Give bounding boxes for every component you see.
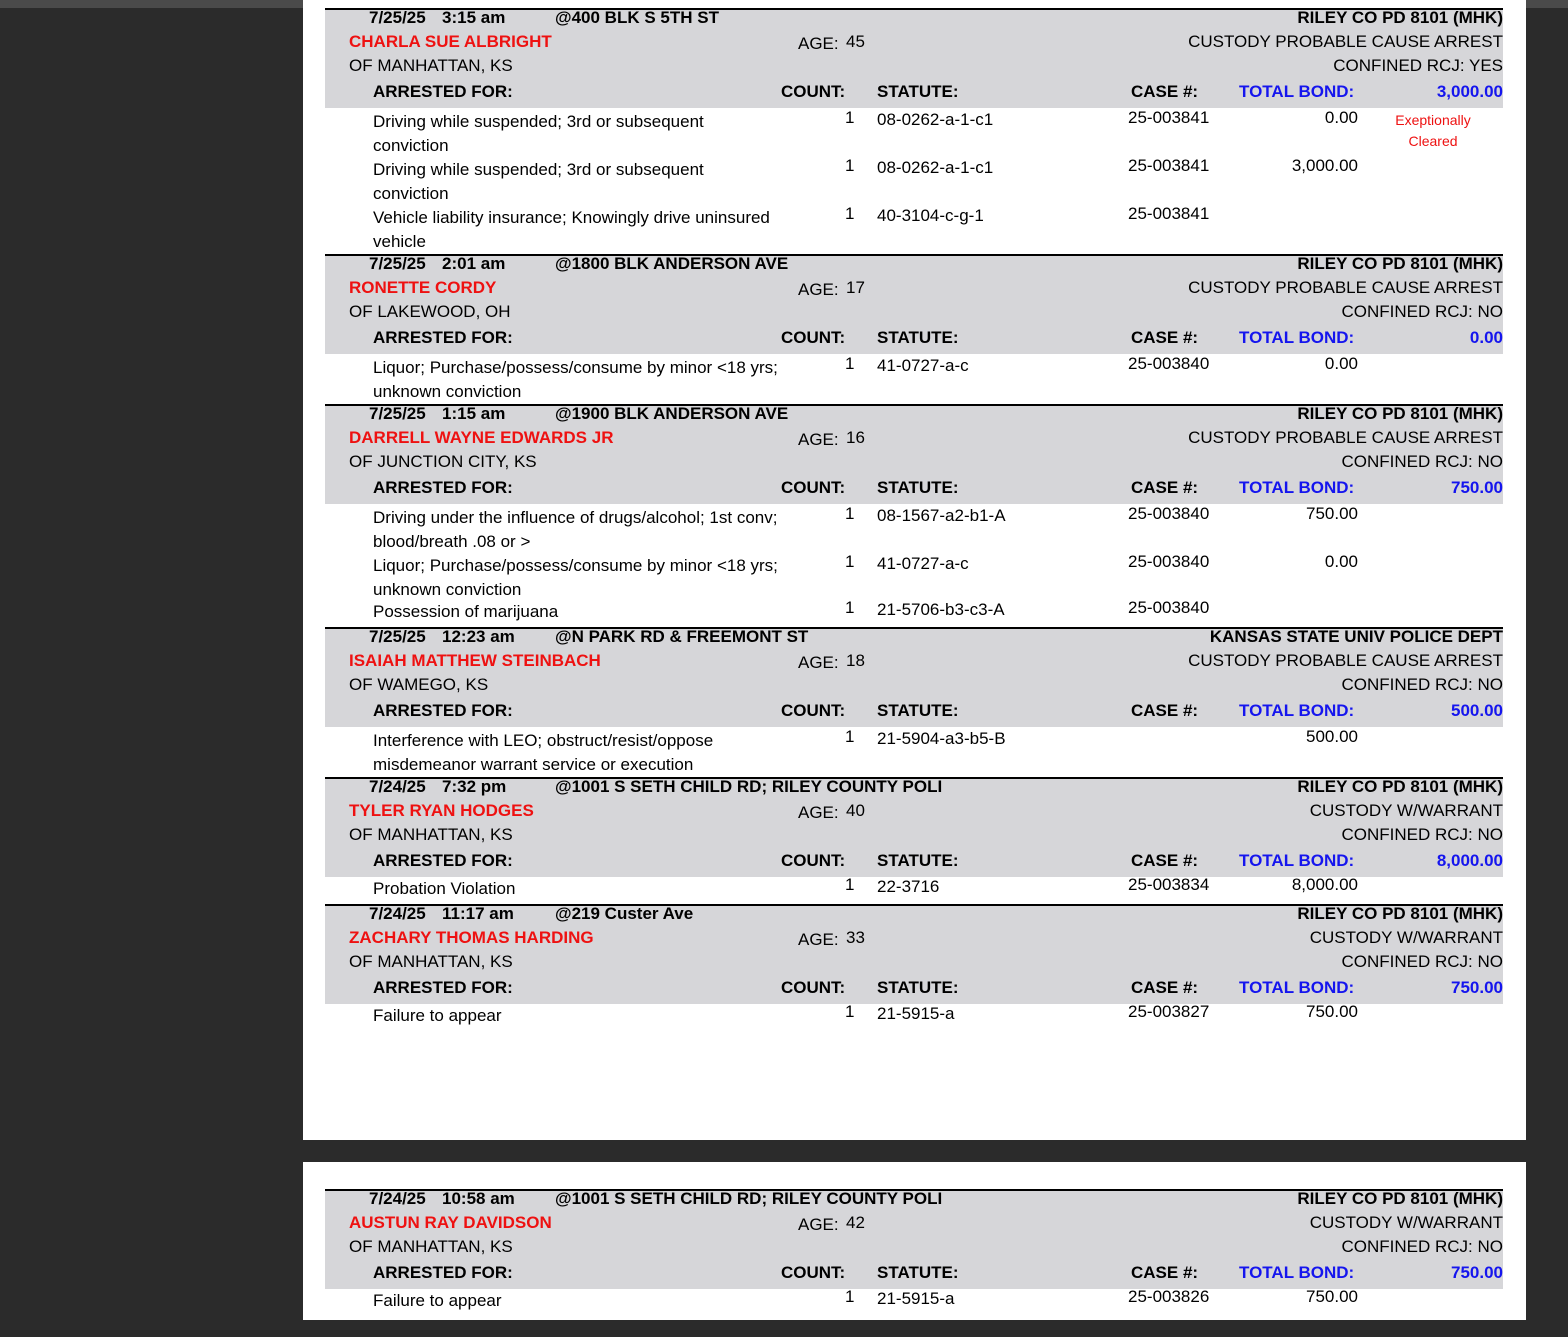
- charge-description: Driving while suspended; 3rd or subsequent conviction: [373, 112, 704, 155]
- record-header: [325, 777, 1503, 877]
- age-label: AGE:: [798, 653, 839, 672]
- arrested-for-label: ARRESTED FOR:: [373, 328, 513, 347]
- custody-type: CUSTODY PROBABLE CAUSE ARREST: [1188, 651, 1503, 670]
- arrest-date: 7/25/25: [369, 254, 426, 273]
- charge-row: [325, 729, 1503, 777]
- charge-description: Interference with LEO; obstruct/resist/oppose misdemeanor warrant service or execution: [373, 731, 714, 774]
- count-label: COUNT:: [781, 82, 846, 101]
- custody-type: CUSTODY PROBABLE CAUSE ARREST: [1188, 32, 1503, 51]
- residence-city: OF MANHATTAN, KS: [349, 825, 513, 844]
- charge-bond: 750.00: [1306, 1287, 1358, 1306]
- arresting-agency: RILEY CO PD 8101 (MHK): [1297, 254, 1503, 273]
- charge-bond: 750.00: [1306, 1002, 1358, 1021]
- charge-statute: 21-5706-b3-c3-A: [877, 600, 1005, 619]
- total-bond-label: TOTAL BOND:: [1239, 328, 1355, 347]
- arrest-date: 7/24/25: [369, 1189, 426, 1208]
- arrest-time: 10:58 am: [442, 1189, 515, 1208]
- charge-note: Exeptionally Cleared: [1395, 112, 1471, 149]
- arresting-agency: RILEY CO PD 8101 (MHK): [1297, 8, 1503, 27]
- total-bond-value: 8,000.00: [1436, 851, 1503, 870]
- charge-statute: 21-5904-a3-b5-B: [877, 729, 1006, 748]
- charge-bond: 500.00: [1306, 727, 1358, 746]
- charge-row: [325, 110, 1503, 158]
- charge-case-number: 25-003834: [1128, 875, 1210, 894]
- charge-description: Failure to appear: [373, 1291, 502, 1310]
- arrested-for-label: ARRESTED FOR:: [373, 1263, 513, 1282]
- arrest-location: @219 Custer Ave: [555, 904, 694, 923]
- charge-statute: 08-0262-a-1-c1: [877, 158, 994, 177]
- charge-row: [325, 1004, 1503, 1052]
- charge-case-number: 25-003840: [1128, 598, 1210, 617]
- custody-type: CUSTODY W/WARRANT: [1309, 928, 1503, 947]
- custody-type: CUSTODY PROBABLE CAUSE ARREST: [1188, 428, 1503, 447]
- arrested-for-label: ARRESTED FOR:: [373, 82, 513, 101]
- record-header: [325, 1189, 1503, 1289]
- arrest-location: @N PARK RD & FREEMONT ST: [555, 627, 809, 646]
- statute-label: STATUTE:: [877, 851, 959, 870]
- total-bond-label: TOTAL BOND:: [1239, 851, 1355, 870]
- charge-count: 1: [845, 156, 855, 175]
- charge-bond: 750.00: [1306, 504, 1358, 523]
- age-value: 45: [846, 32, 865, 51]
- residence-city: OF LAKEWOOD, OH: [349, 302, 511, 321]
- charge-description: Probation Violation: [373, 879, 516, 898]
- charge-count: 1: [845, 552, 855, 571]
- arrest-time: 12:23 am: [442, 627, 515, 646]
- case-label: CASE #:: [1131, 851, 1199, 870]
- case-label: CASE #:: [1131, 978, 1199, 997]
- age-value: 16: [846, 428, 865, 447]
- charge-case-number: 25-003840: [1128, 552, 1210, 571]
- age-label: AGE:: [798, 280, 839, 299]
- charge-statute: 40-3104-c-g-1: [877, 206, 984, 225]
- residence-city: OF MANHATTAN, KS: [349, 1237, 513, 1256]
- custody-type: CUSTODY W/WARRANT: [1309, 1213, 1503, 1232]
- arrest-location: @1001 S SETH CHILD RD; RILEY COUNTY POLI: [555, 777, 943, 796]
- charge-row: [325, 554, 1503, 602]
- total-bond-value: 750.00: [1451, 478, 1503, 497]
- confined-status: CONFINED RCJ: NO: [1341, 952, 1503, 971]
- confined-status: CONFINED RCJ: NO: [1341, 302, 1503, 321]
- arrested-for-label: ARRESTED FOR:: [373, 701, 513, 720]
- custody-type: CUSTODY PROBABLE CAUSE ARREST: [1188, 278, 1503, 297]
- charge-bond: 0.00: [1324, 354, 1358, 373]
- count-label: COUNT:: [781, 1263, 846, 1282]
- total-bond-value: 500.00: [1451, 701, 1503, 720]
- charge-case-number: 25-003826: [1128, 1287, 1210, 1306]
- statute-label: STATUTE:: [877, 978, 959, 997]
- total-bond-value: 0.00: [1469, 328, 1503, 347]
- arrest-time: 11:17 am: [442, 904, 514, 923]
- charge-count: 1: [845, 598, 855, 617]
- total-bond-label: TOTAL BOND:: [1239, 478, 1355, 497]
- total-bond-label: TOTAL BOND:: [1239, 1263, 1355, 1282]
- confined-status: CONFINED RCJ: YES: [1333, 56, 1503, 75]
- age-label: AGE:: [798, 1215, 839, 1234]
- confined-status: CONFINED RCJ: NO: [1341, 1237, 1503, 1256]
- residence-city: OF MANHATTAN, KS: [349, 56, 513, 75]
- arrest-date: 7/25/25: [369, 627, 426, 646]
- charge-case-number: 25-003840: [1128, 354, 1210, 373]
- charge-count: 1: [845, 1287, 855, 1306]
- count-label: COUNT:: [781, 478, 846, 497]
- record-header: [325, 627, 1503, 727]
- charge-count: 1: [845, 204, 855, 223]
- arrest-record: [325, 1189, 1503, 1337]
- arresting-agency: RILEY CO PD 8101 (MHK): [1297, 404, 1503, 423]
- charge-count: 1: [845, 727, 855, 746]
- charge-statute: 21-5915-a: [877, 1004, 955, 1023]
- charge-bond: 0.00: [1324, 552, 1358, 571]
- document-page-2: [303, 1162, 1526, 1320]
- age-value: 40: [846, 801, 865, 820]
- arrest-record: [325, 904, 1503, 1052]
- charge-case-number: 25-003841: [1128, 204, 1210, 223]
- charge-row: [325, 158, 1503, 206]
- charge-row: [325, 206, 1503, 254]
- arrested-for-label: ARRESTED FOR:: [373, 478, 513, 497]
- arresting-agency: RILEY CO PD 8101 (MHK): [1297, 777, 1503, 796]
- total-bond-label: TOTAL BOND:: [1239, 82, 1355, 101]
- document-page-1: [303, 0, 1526, 1140]
- total-bond-value: 750.00: [1451, 1263, 1503, 1282]
- record-header: [325, 904, 1503, 1004]
- arrest-record: [325, 404, 1503, 648]
- statute-label: STATUTE:: [877, 82, 959, 101]
- case-label: CASE #:: [1131, 328, 1199, 347]
- arresting-agency: RILEY CO PD 8101 (MHK): [1297, 904, 1503, 923]
- arrest-location: @1800 BLK ANDERSON AVE: [555, 254, 789, 273]
- residence-city: OF MANHATTAN, KS: [349, 952, 513, 971]
- arrestee-name: DARRELL WAYNE EDWARDS JR: [349, 428, 614, 447]
- arrest-location: @1900 BLK ANDERSON AVE: [555, 404, 789, 423]
- arrest-date: 7/25/25: [369, 404, 426, 423]
- arresting-agency: KANSAS STATE UNIV POLICE DEPT: [1209, 627, 1503, 646]
- age-label: AGE:: [798, 803, 839, 822]
- charge-case-number: 25-003841: [1128, 156, 1210, 175]
- case-label: CASE #:: [1131, 478, 1199, 497]
- charge-description: Driving under the influence of drugs/alcohol; 1st conv; blood/breath .08 or >: [373, 508, 778, 551]
- arrestee-name: AUSTUN RAY DAVIDSON: [349, 1213, 552, 1232]
- age-value: 33: [846, 928, 865, 947]
- charge-description: Failure to appear: [373, 1006, 502, 1025]
- count-label: COUNT:: [781, 978, 846, 997]
- charge-bond: 0.00: [1324, 108, 1358, 127]
- confined-status: CONFINED RCJ: NO: [1341, 675, 1503, 694]
- confined-status: CONFINED RCJ: NO: [1341, 452, 1503, 471]
- residence-city: OF WAMEGO, KS: [349, 675, 489, 694]
- age-label: AGE:: [798, 930, 839, 949]
- arrestee-name: ISAIAH MATTHEW STEINBACH: [349, 651, 601, 670]
- record-header: [325, 254, 1503, 354]
- charge-statute: 22-3716: [877, 877, 940, 896]
- total-bond-value: 750.00: [1451, 978, 1503, 997]
- arrest-record: [325, 627, 1503, 777]
- arrest-time: 3:15 am: [442, 8, 506, 27]
- charge-statute: 21-5915-a: [877, 1289, 955, 1308]
- arrest-date: 7/24/25: [369, 904, 426, 923]
- statute-label: STATUTE:: [877, 701, 959, 720]
- arrest-location: @400 BLK S 5TH ST: [555, 8, 719, 27]
- statute-label: STATUTE:: [877, 478, 959, 497]
- arrest-record: [325, 254, 1503, 404]
- arresting-agency: RILEY CO PD 8101 (MHK): [1297, 1189, 1503, 1208]
- charge-description: Possession of marijuana: [373, 602, 559, 621]
- arrested-for-label: ARRESTED FOR:: [373, 851, 513, 870]
- charge-statute: 08-1567-a2-b1-A: [877, 506, 1006, 525]
- charge-count: 1: [845, 504, 855, 523]
- total-bond-value: 3,000.00: [1436, 82, 1503, 101]
- arrestee-name: RONETTE CORDY: [349, 278, 497, 297]
- custody-type: CUSTODY W/WARRANT: [1309, 801, 1503, 820]
- charge-bond: 3,000.00: [1291, 156, 1358, 175]
- statute-label: STATUTE:: [877, 328, 959, 347]
- charge-description: Driving while suspended; 3rd or subsequent conviction: [373, 160, 704, 203]
- total-bond-label: TOTAL BOND:: [1239, 978, 1355, 997]
- residence-city: OF JUNCTION CITY, KS: [349, 452, 537, 471]
- arrest-date: 7/24/25: [369, 777, 426, 796]
- charge-case-number: 25-003827: [1128, 1002, 1210, 1021]
- arrest-time: 7:32 pm: [442, 777, 507, 796]
- arrest-time: 2:01 am: [442, 254, 506, 273]
- age-label: AGE:: [798, 34, 839, 53]
- statute-label: STATUTE:: [877, 1263, 959, 1282]
- record-header: [325, 404, 1503, 504]
- arrest-date: 7/25/25: [369, 8, 426, 27]
- age-value: 42: [846, 1213, 865, 1232]
- record-header: [325, 8, 1503, 108]
- charge-count: 1: [845, 354, 855, 373]
- charge-row: [325, 356, 1503, 404]
- confined-status: CONFINED RCJ: NO: [1341, 825, 1503, 844]
- charge-count: 1: [845, 875, 855, 894]
- count-label: COUNT:: [781, 851, 846, 870]
- arrested-for-label: ARRESTED FOR:: [373, 978, 513, 997]
- arrestee-name: TYLER RYAN HODGES: [349, 801, 534, 820]
- count-label: COUNT:: [781, 328, 846, 347]
- arrestee-name: CHARLA SUE ALBRIGHT: [349, 32, 552, 51]
- arrest-record: [325, 777, 1503, 925]
- charge-count: 1: [845, 108, 855, 127]
- arrest-time: 1:15 am: [442, 404, 506, 423]
- arrestee-name: ZACHARY THOMAS HARDING: [349, 928, 594, 947]
- charge-row: [325, 1289, 1503, 1337]
- charge-bond: 8,000.00: [1291, 875, 1358, 894]
- charge-description: Vehicle liability insurance; Knowingly drive uninsured vehicle: [373, 208, 770, 251]
- total-bond-label: TOTAL BOND:: [1239, 701, 1355, 720]
- charge-statute: 41-0727-a-c: [877, 554, 969, 573]
- charge-statute: 08-0262-a-1-c1: [877, 110, 994, 129]
- charge-case-number: 25-003841: [1128, 108, 1210, 127]
- charge-case-number: 25-003840: [1128, 504, 1210, 523]
- count-label: COUNT:: [781, 701, 846, 720]
- case-label: CASE #:: [1131, 1263, 1199, 1282]
- charge-description: Liquor; Purchase/possess/consume by minor <18 yrs; unknown conviction: [373, 556, 778, 599]
- charge-statute: 41-0727-a-c: [877, 356, 969, 375]
- case-label: CASE #:: [1131, 701, 1199, 720]
- age-value: 18: [846, 651, 865, 670]
- arrest-record: [325, 8, 1503, 254]
- case-label: CASE #:: [1131, 82, 1199, 101]
- arrest-location: @1001 S SETH CHILD RD; RILEY COUNTY POLI: [555, 1189, 943, 1208]
- charge-description: Liquor; Purchase/possess/consume by minor <18 yrs; unknown conviction: [373, 358, 778, 401]
- charge-row: [325, 506, 1503, 554]
- age-value: 17: [846, 278, 865, 297]
- charge-count: 1: [845, 1002, 855, 1021]
- age-label: AGE:: [798, 430, 839, 449]
